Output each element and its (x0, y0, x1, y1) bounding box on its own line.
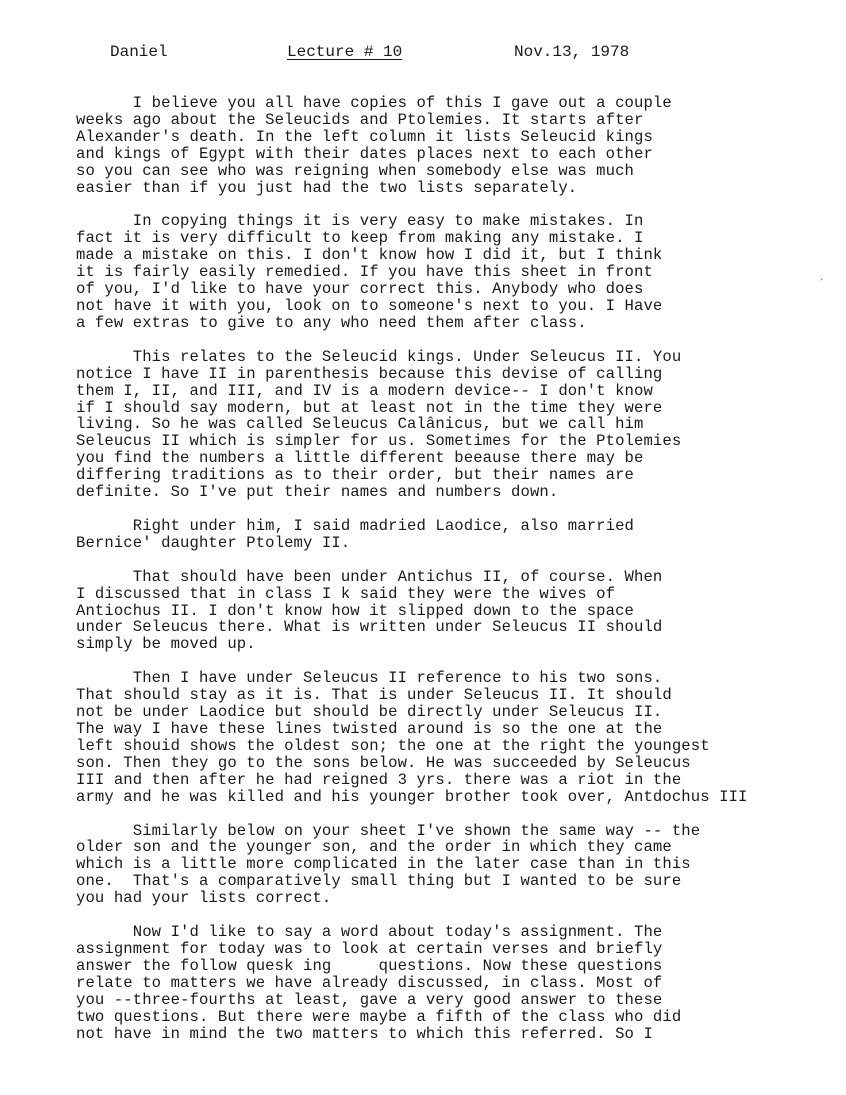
text-line: fact it is very difficult to keep from making any mistake. I (76, 229, 644, 248)
text-line: Then I have under Seleucus II reference to his two sons. (76, 669, 663, 688)
paragraph (76, 823, 836, 908)
text-line: not have it with you, look on to someone's next to you. I Have (76, 296, 663, 315)
paragraph (76, 213, 836, 331)
text-line: a few extras to give to any who need them after class. (76, 313, 587, 332)
text-line: Seleucus II which is simpler for us. Sometimes for the Ptolemies (76, 432, 682, 451)
text-line: easier than if you just had the two lists separately. (76, 178, 578, 197)
text-line: made a mistake on this. I don't know how I did it, but I think (76, 246, 663, 265)
text-line: This relates to the Seleucid kings. Under Seleucus II. You (76, 347, 682, 366)
text-line: older son and the younger son, and the order in which they came (76, 838, 672, 857)
margin-mark: ˏ (818, 268, 826, 282)
text-line: I discussed that in class I k said they were the wives of (76, 584, 616, 603)
paragraph (76, 569, 836, 654)
text-line: differing traditions as to their order, but their names are (76, 466, 635, 485)
text-line: left shouid shows the oldest son; the one at the right the youngest (76, 736, 710, 755)
text-line: it is fairly easily remedied. If you have this sheet in front (76, 263, 653, 282)
text-line: you find the numbers a little different beeause there may be (76, 449, 644, 468)
lecture-number: Lecture # 10 (287, 43, 403, 61)
text-line: which is a little more complicated in the later case than in this (76, 855, 691, 874)
text-line: not have in mind the two matters to which this referred. So I (76, 1024, 653, 1043)
text-line: so you can see who was reigning when somebody else was much (76, 161, 635, 180)
text-line: assignment for today was to look at certain verses and briefly (76, 939, 663, 958)
text-line: The way I have these lines twisted around is so the one at the (76, 720, 663, 738)
text-line: Antiochus II. I don't know how it slipped down to the space (76, 601, 635, 620)
text-line: relate to matters we have already discussed, in class. Most of (76, 973, 663, 992)
text-line: not be under Laodice but should be directly under Seleucus II. (76, 703, 663, 722)
text-line: of you, I'd like to have your correct this. Anybody who does (76, 280, 644, 299)
text-line: army and he was killed and his younger brother took over, Antdochus III (76, 787, 748, 806)
text-line: son. Then they go to the sons below. He was succeeded by Seleucus (76, 753, 691, 772)
text-line: III and then after he had reigned 3 yrs. there was a riot in the (76, 770, 682, 789)
text-line: answer the follow quesk ing questions. Now these questions (76, 956, 663, 975)
text-line: Bernice' daughter Ptolemy II. (76, 533, 351, 552)
text-line: you --three-fourths at least, gave a very good answer to these (76, 990, 663, 1009)
course-title: Daniel (110, 43, 168, 61)
text-line: you had your lists correct. (76, 889, 332, 908)
text-line: and kings of Egypt with their dates places next to each other (76, 144, 653, 163)
text-line: simply be moved up. (76, 635, 256, 654)
paragraph (76, 349, 836, 501)
text-line: Similarly below on your sheet I've shown the same way -- the (76, 821, 701, 840)
text-line: That should have been under Antichus II, of course. When (76, 567, 663, 586)
text-line: Right under him, I said madried Laodice, also married (76, 516, 635, 535)
text-line: one. That's a comparatively small thing but I wanted to be sure (76, 872, 682, 891)
text-line: two questions. But there were maybe a fifth of the class who did (76, 1007, 682, 1026)
paragraph (76, 670, 836, 805)
lecture-date: Nov.13, 1978 (514, 43, 630, 61)
paragraph (76, 95, 836, 196)
text-line: notice I have II in parenthesis because this devise of calling (76, 364, 663, 383)
paragraph (76, 518, 836, 552)
text-line: them I, II, and III, and IV is a modern device-- I don't know (76, 381, 653, 400)
text-line: In copying things it is very easy to make mistakes. In (76, 212, 644, 231)
text-line: living. So he was called Seleucus Calânicus, but we call him (76, 415, 644, 434)
paragraph (76, 924, 836, 1042)
text-line: Alexander's death. In the left column it lists Seleucid kings (76, 127, 653, 146)
text-line: That should stay as it is. That is under Seleucus II. It should (76, 686, 672, 705)
text-line: definite. So I've put their names and numbers down. (76, 483, 559, 502)
document-body (76, 95, 836, 1059)
text-line: if I should say modern, but at least not in the time they were (76, 398, 663, 417)
text-line: weeks ago about the Seleucids and Ptolemies. It starts after (76, 110, 644, 129)
text-line: I believe you all have copies of this I gave out a couple (76, 94, 672, 112)
text-line: under Seleucus there. What is written under Seleucus II should (76, 618, 663, 637)
text-line: Now I'd like to say a word about today's assignment. The (76, 923, 663, 942)
